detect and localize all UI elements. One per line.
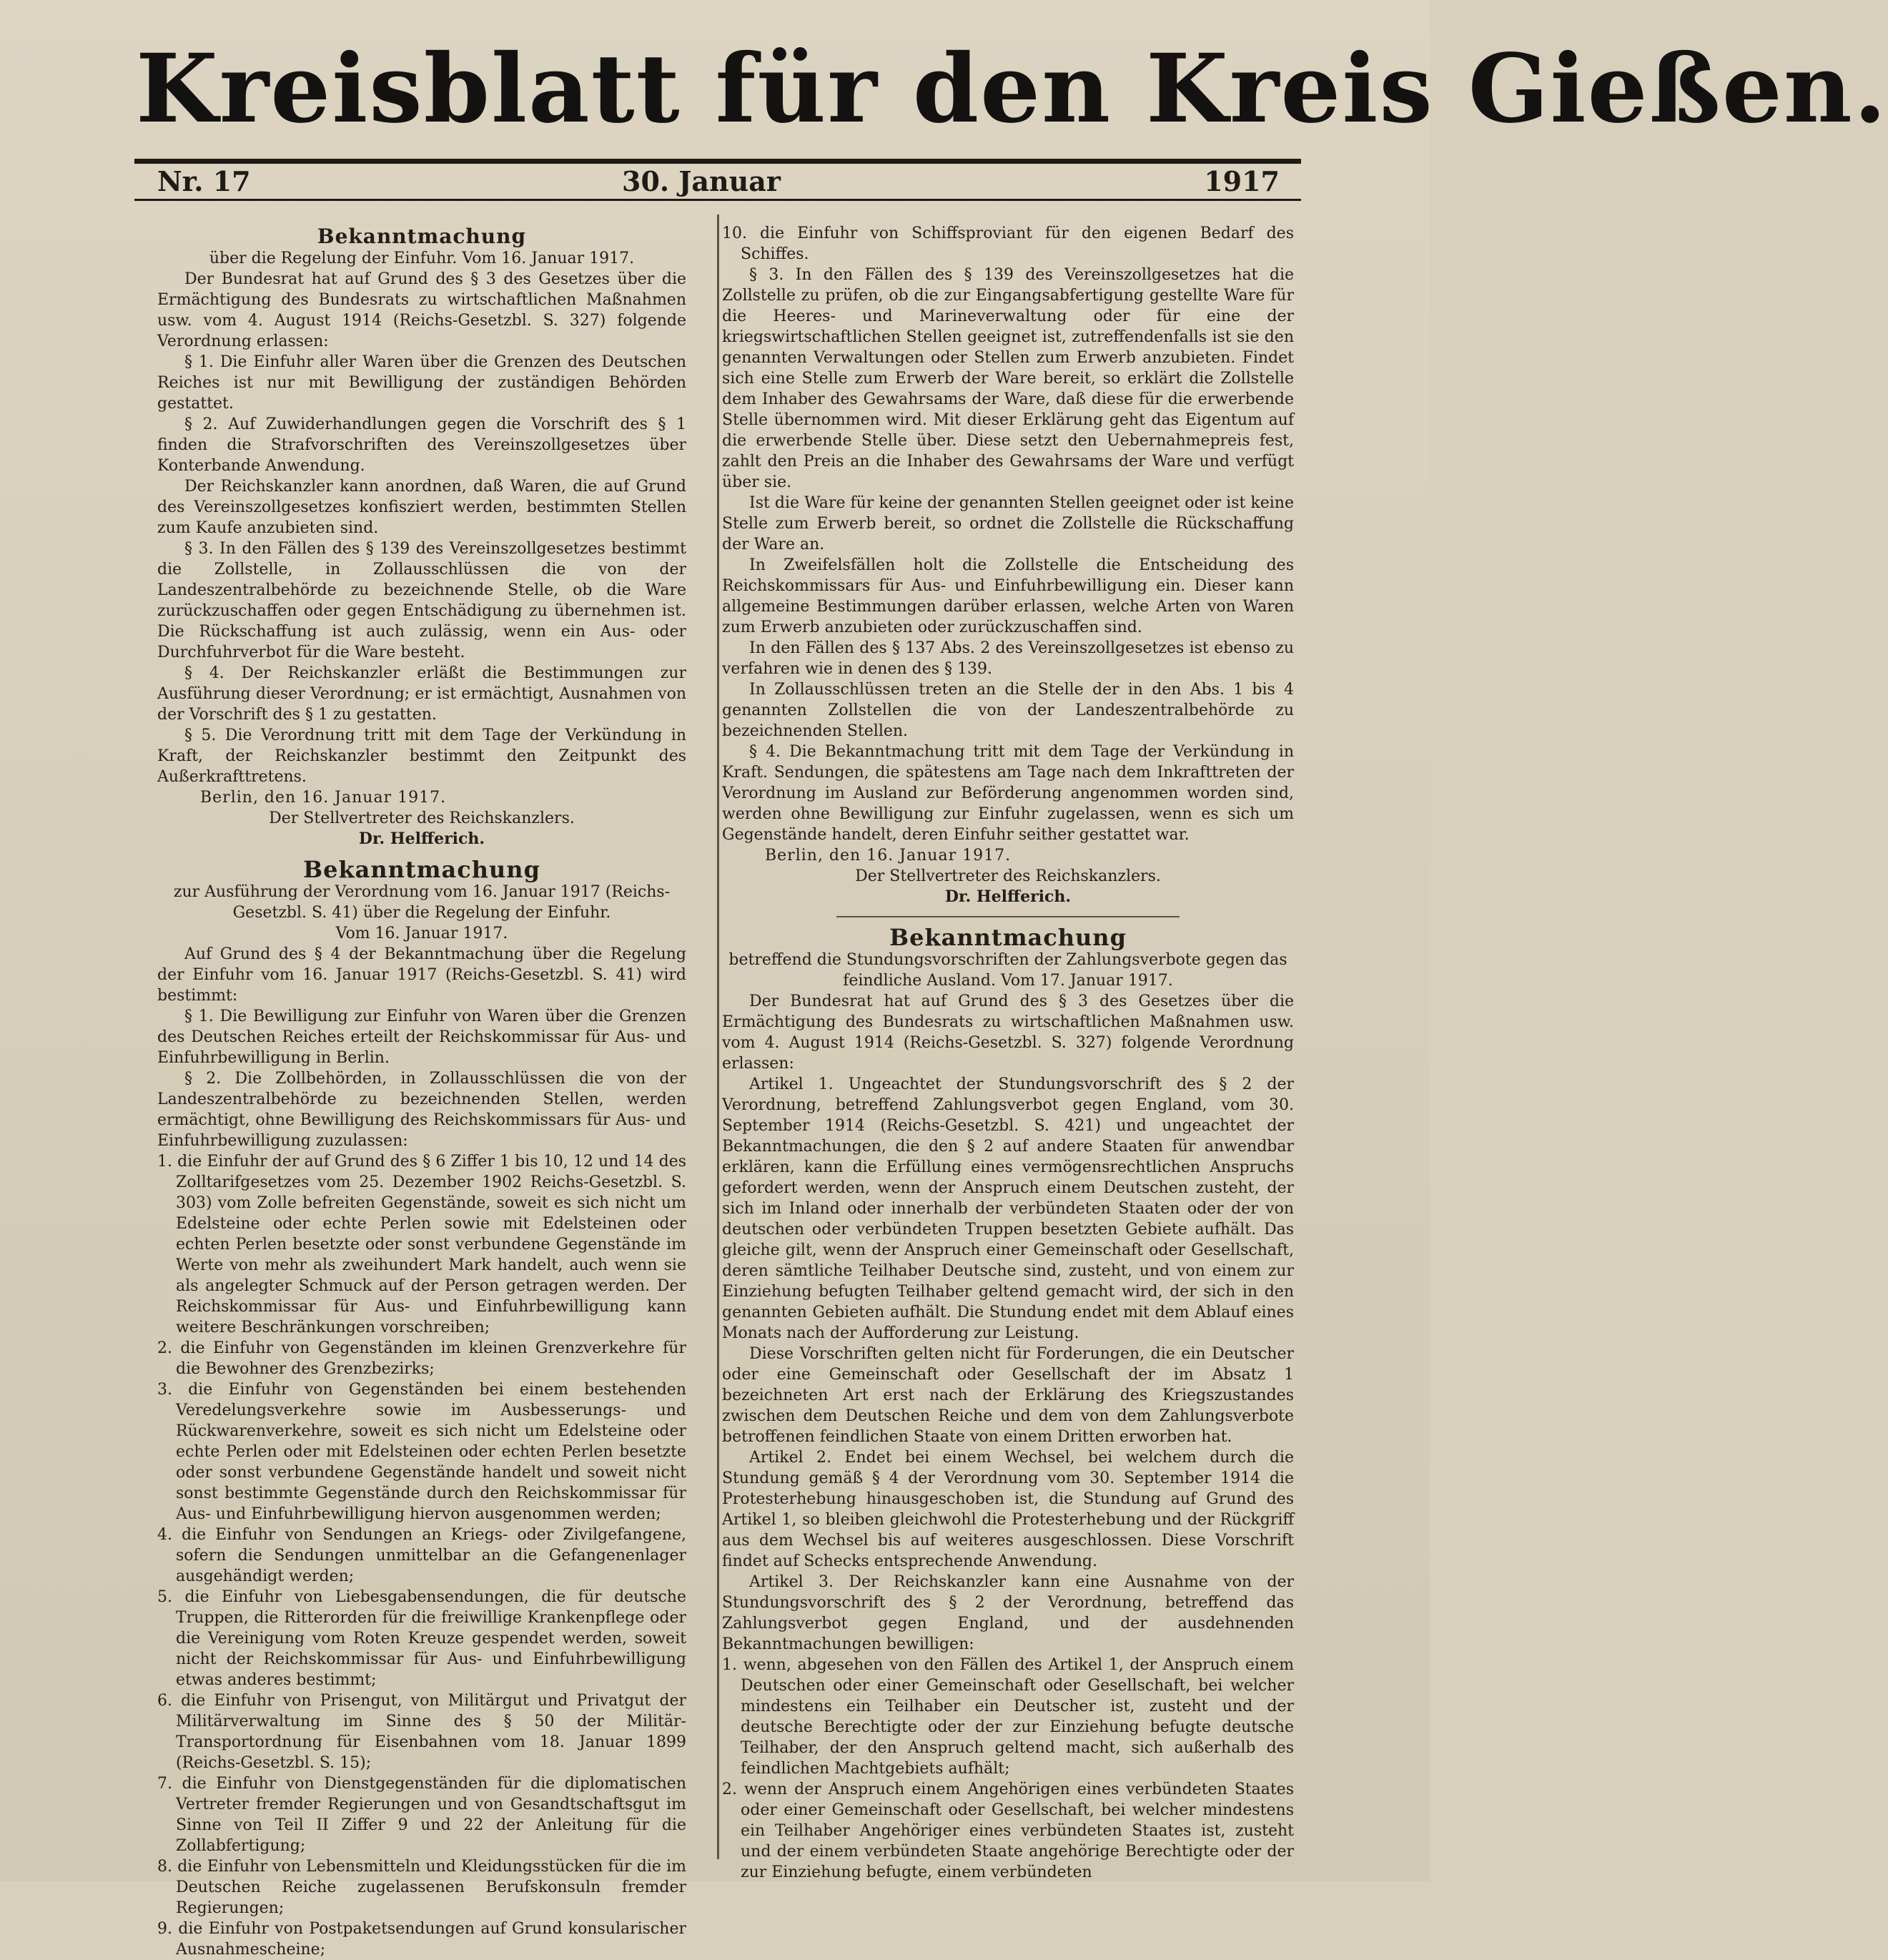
announcement-heading: Bekanntmachung — [889, 924, 1127, 951]
masthead-rule-top — [134, 159, 1301, 164]
paragraph: § 4. Die Bekanntmachung tritt mit dem Tage der Verkündung in Kraft. Sendungen, die spätestens am Tage nach dem Inkrafttreten der Verordnung im Ausland zur Beförderung angenommen worden sind, werden ohne Bewilligung zur Einfuhr zugelassen, wenn es sich um Gegenstände handelt, deren Einfuhr seither gestattet war. — [722, 743, 1294, 844]
masthead-title: Kreisblatt für den Kreis Gießen. — [136, 34, 1888, 144]
announcement-subheading: über die Regelung der Einfuhr. Vom 16. Januar 1917. — [209, 250, 635, 267]
signature-place-date: Berlin, den 16. Januar 1917. — [200, 789, 447, 807]
paragraph: § 2. Die Zollbehörden, in Zollausschlüssen die von der Landeszentralbehörde zu bezeichnenden Stellen, werden ermächtigt, ohne Bewilligung des Reichskommissars für Aus- und Einfuhrbewilligung zuzulassen: — [157, 1070, 686, 1150]
list-item: 1. die Einfuhr der auf Grund des § 6 Ziffer 1 bis 10, 12 und 14 des Zolltarifgesetzes vom 25. Dezember 1902 Reichs-Gesetzbl. S. 303) vom Zolle befreiten Gegenstände, soweit es sich nicht um Edelsteine oder echte Perlen sowie mit Edelsteinen oder echten Perlen besetzte oder sonst verbundene Gegenstände im Werte von mehr als zweihundert Mark handelt, auch wenn sie als angelegter Schmuck auf der Person getragen werden. Der Reichskommissar für Aus- und Einfuhrbewilligung kann weitere Beschränkungen vorschreiben; — [157, 1153, 686, 1336]
paragraph: § 4. Der Reichskanzler erläßt die Bestimmungen zur Ausführung dieser Verordnung; er ist ermächtigt, Ausnahmen von der Vorschrift des § 1 zu gestatten. — [157, 664, 686, 724]
masthead-rule-bottom — [134, 199, 1301, 201]
announcement-subheading: zur Ausführung der Verordnung vom 16. Januar 1917 (Reichs-Gesetzbl. S. 41) über die Regelung der Einfuhr. — [173, 883, 671, 922]
list-item: 6. die Einfuhr von Prisengut, von Militärgut und Privatgut der Militärverwaltung im Sinne des § 50 der Militär-Transportordnung für Eisenbahnen vom 18. Januar 1899 (Reichs-Gesetzbl. S. 15); — [157, 1692, 686, 1772]
paragraph: Auf Grund des § 4 der Bekanntmachung über die Regelung der Einfuhr vom 16. Januar 1917 (Reichs-Gesetzbl. S. 41) wird bestimmt: — [157, 945, 686, 1005]
list-item: 9. die Einfuhr von Postpaketsendungen auf Grund konsularischer Ausnahmescheine; — [157, 1920, 686, 1959]
list-item: 2. wenn der Anspruch einem Angehörigen eines verbündeten Staates oder einer Gemeinschaft oder Gesellschaft, bei welcher mindestens ein Teilhaber Angehöriger eines verbündeten Staates ist, zusteht und der einem verbündeten Staate angehörige Berechtigte oder der zur Einziehung befugte, einem verbündeten — [722, 1781, 1294, 1881]
announcement-subheading: betreffend die Stundungsvorschriften der Zahlungsverbote gegen das feindliche Ausland. Vom 17. Januar 1917. — [728, 951, 1288, 990]
paragraph: § 1. Die Bewilligung zur Einfuhr von Waren über die Grenzen des Deutschen Reiches erteilt der Reichskommissar für Aus- und Einfuhrbewilligung in Berlin. — [157, 1008, 686, 1067]
section-separator — [836, 916, 1180, 917]
announcement-date: Vom 16. Januar 1917. — [335, 925, 508, 942]
list-item: 3. die Einfuhr von Gegenständen bei einem bestehenden Veredelungsverkehre sowie im Ausbesserungs- und Rückwarenverkehre, soweit es sich nicht um Edelsteine oder echte Perlen oder mit Edelsteinen oder echten Perlen besetzte oder sonst verbundene Gegenstände handelt und soweit nicht sonst bestimmte Gegenstände durch den Reichskommissar für Aus- und Einfuhrbewilligung hiervon ausgenommen werden; — [157, 1381, 686, 1523]
paragraph: In Zollausschlüssen treten an die Stelle der in den Abs. 1 bis 4 genannten Zollstellen die von der Landeszentralbehörde zu bezeichnenden Stellen. — [722, 681, 1294, 740]
signature-name: Dr. Helfferich. — [944, 887, 1072, 906]
paragraph: Der Bundesrat hat auf Grund des § 3 des Gesetzes über die Ermächtigung des Bundesrats zu wirtschaftlichen Maßnahmen usw. vom 4. August 1914 (Reichs-Gesetzbl. S. 327) folgende Verordnung erlassen: — [157, 270, 686, 350]
paragraph: Artikel 1. Ungeachtet der Stundungsvorschrift des § 2 der Verordnung, betreffend Zahlungsverbot gegen England, vom 30. September 1914 (Reichs-Gesetzbl. S. 421) und ungeachtet der Bekanntmachungen, die den § 2 auf andere Staaten für anwendbar erklären, kann die Erfüllung eines vermögensrechtlichen Anspruchs gefordert werden, wenn der Anspruch einem Deutschen zusteht, der sich im Inland oder innerhalb der verbündeten Staaten oder der von deutschen oder verbündeten Truppen besetzten Gebiete aufhält. Das gleiche gilt, wenn der Anspruch einer Gemeinschaft oder Gesellschaft, deren sämtliche Teilhaber Deutsche sind, zusteht, und von einem zur Einziehung befugten Teilhaber geltend gemacht wird, der sich in den genannten Gebieten aufhält. Die Stundung endet mit dem Ablauf eines Monats nach der Aufforderung zur Leistung. — [722, 1075, 1294, 1342]
signature-name: Dr. Helfferich. — [358, 829, 485, 848]
list-item: 1. wenn, abgesehen von den Fällen des Artikel 1, der Anspruch einem Deutschen oder einer Gemeinschaft oder Gesellschaft, bei welcher mindestens ein Teilhaber ein Deutscher ist, zusteht und der deutsche Berechtigte oder der zur Einziehung befugte deutsche Teilhaber, der den Anspruch geltend macht, sich außerhalb des feindlichen Machtgebiets aufhält; — [722, 1656, 1294, 1778]
list-item: 2. die Einfuhr von Gegenständen im kleinen Grenzverkehre für die Bewohner des Grenzbezirks; — [157, 1339, 686, 1378]
paragraph: Diese Vorschriften gelten nicht für Forderungen, die ein Deutscher oder eine Gemeinschaft oder Gesellschaft der im Absatz 1 bezeichneten Art erst nach der Erklärung des Kriegszustandes zwischen dem Deutschen Reiche und dem von dem Zahlungsverbote betroffenen feindlichen Staate von einem Dritten erworben hat. — [722, 1345, 1294, 1446]
list-item: 5. die Einfuhr von Liebesgabensendungen, die für deutsche Truppen, die Ritterorden für die freiwillige Krankenpflege oder die Vereinigung vom Roten Kreuze gespendet werden, soweit nicht der Reichskommissar für Aus- und Einfuhrbewilligung etwas anderes bestimmt; — [157, 1588, 686, 1689]
announcement-heading: Bekanntmachung — [317, 225, 527, 248]
paragraph: § 2. Auf Zuwiderhandlungen gegen die Vorschrift des § 1 finden die Strafvorschriften des Vereinszollgesetzes über Konterbande Anwendung. — [157, 415, 686, 475]
paragraph: § 3. In den Fällen des § 139 des Vereinszollgesetzes hat die Zollstelle zu prüfen, ob die zur Eingangsabfertigung gestellte Ware für die Heeres- und Marineverwaltung oder für eine der kriegswirtschaftlichen Stellen geeignet ist, zutreffendenfalls ist sie den genannten Verwaltungen oder Stellen zum Erwerb anzubieten. Findet sich eine Stelle zum Erwerb der Ware bereit, so erklärt die Zollstelle dem Inhaber des Gewahrsams der Ware, daß diese für die erwerbende Stelle übernommen wird. Mit dieser Erklärung geht das Eigentum auf die erwerbende Stelle über. Diese setzt den Uebernahmepreis fest, zahlt den Preis an die Inhaber des Gewahrsams der Ware und verfügt über sie. — [722, 266, 1294, 491]
paragraph: Artikel 3. Der Reichskanzler kann eine Ausnahme von der Stundungsvorschrift des § 2 der Verordnung, betreffend das Zahlungsverbot gegen England, und der ausdehnenden Bekanntmachungen bewilligen: — [722, 1573, 1294, 1653]
paragraph: § 3. In den Fällen des § 139 des Vereinszollgesetzes bestimmt die Zollstelle, in Zollausschlüssen die von der Landeszentralbehörde zu bezeichnende Stelle, ob die Ware zurückzuschaffen oder gegen Entschädigung zu übernehmen ist. Die Rückschaffung ist auch zulässig, wenn ein Aus- oder Durchfuhrverbot für die Ware besteht. — [157, 540, 686, 661]
signature-title: Der Stellvertreter des Reichskanzlers. — [269, 809, 575, 827]
issue-line — [157, 166, 1280, 197]
paragraph: Der Reichskanzler kann anordnen, daß Waren, die auf Grund des Vereinszollgesetzes konfisziert werden, bestimmten Stellen zum Kaufe anzubieten sind. — [157, 478, 686, 537]
announcement-heading: Bekanntmachung — [303, 856, 540, 883]
left-column — [157, 223, 686, 1960]
column-divider — [717, 215, 719, 1859]
list-item: 4. die Einfuhr von Sendungen an Kriegs- oder Zivilgefangene, sofern die Sendungen unmittelbar an die Gefangenenlager ausgehändigt werden; — [157, 1526, 686, 1585]
paragraph: Ist die Ware für keine der genannten Stellen geeignet oder ist keine Stelle zum Erwerb bereit, so ordnet die Zollstelle die Rückschaffung der Ware an. — [722, 494, 1294, 553]
list-item: 10. die Einfuhr von Schiffsproviant für den eigenen Bedarf des Schiffes. — [722, 225, 1294, 263]
signature-title: Der Stellvertreter des Reichskanzlers. — [855, 867, 1161, 885]
issue-number: Nr. 17 — [157, 165, 251, 197]
signature-place-date: Berlin, den 16. Januar 1917. — [765, 847, 1012, 865]
paragraph: In den Fällen des § 137 Abs. 2 des Vereinszollgesetzes ist ebenso zu verfahren wie in denen des § 139. — [722, 639, 1294, 678]
list-item: 8. die Einfuhr von Lebensmitteln und Kleidungsstücken für die im Deutschen Reiche zugelassenen Berufskonsuln fremder Regierungen; — [157, 1858, 686, 1917]
paragraph: Artikel 2. Endet bei einem Wechsel, bei welchem durch die Stundung gemäß § 4 der Verordnung vom 30. September 1914 die Protesterhebung hinausgeschoben ist, die Stundung auf Grund des Artikel 1, so bleiben gleichwohl die Protesterhebung und der Rückgriff aus dem Wechsel bis auf weiteres ausgeschlossen. Diese Vorschrift findet auf Schecks entsprechende Anwendung. — [722, 1449, 1294, 1570]
issue-year: 1917 — [1204, 165, 1280, 197]
right-column — [722, 223, 1294, 1883]
paragraph: § 5. Die Verordnung tritt mit dem Tage der Verkündung in Kraft, der Reichskanzler bestimmt den Zeitpunkt des Außerkrafttretens. — [157, 727, 686, 786]
paragraph: § 1. Die Einfuhr aller Waren über die Grenzen des Deutschen Reiches ist nur mit Bewilligung der zuständigen Behörden gestattet. — [157, 353, 686, 413]
issue-date: 30. Januar — [622, 165, 781, 197]
paragraph: In Zweifelsfällen holt die Zollstelle die Entscheidung des Reichskommissars für Aus- und Einfuhrbewilligung ein. Dieser kann allgemeine Bestimmungen darüber erlassen, welche Arten von Waren zum Erwerb anzubieten oder zurückzuschaffen sind. — [722, 556, 1294, 636]
list-item: 7. die Einfuhr von Dienstgegenständen für die diplomatischen Vertreter fremder Regierungen und von Gesandtschaftsgut im Sinne von Teil II Ziffer 9 und 22 der Anleitung für die Zollabfertigung; — [157, 1775, 686, 1855]
paragraph: Der Bundesrat hat auf Grund des § 3 des Gesetzes über die Ermächtigung des Bundesrats zu wirtschaftlichen Maßnahmen usw. vom 4. August 1914 (Reichs-Gesetzbl. S. 327) folgende Verordnung erlassen: — [722, 993, 1294, 1073]
